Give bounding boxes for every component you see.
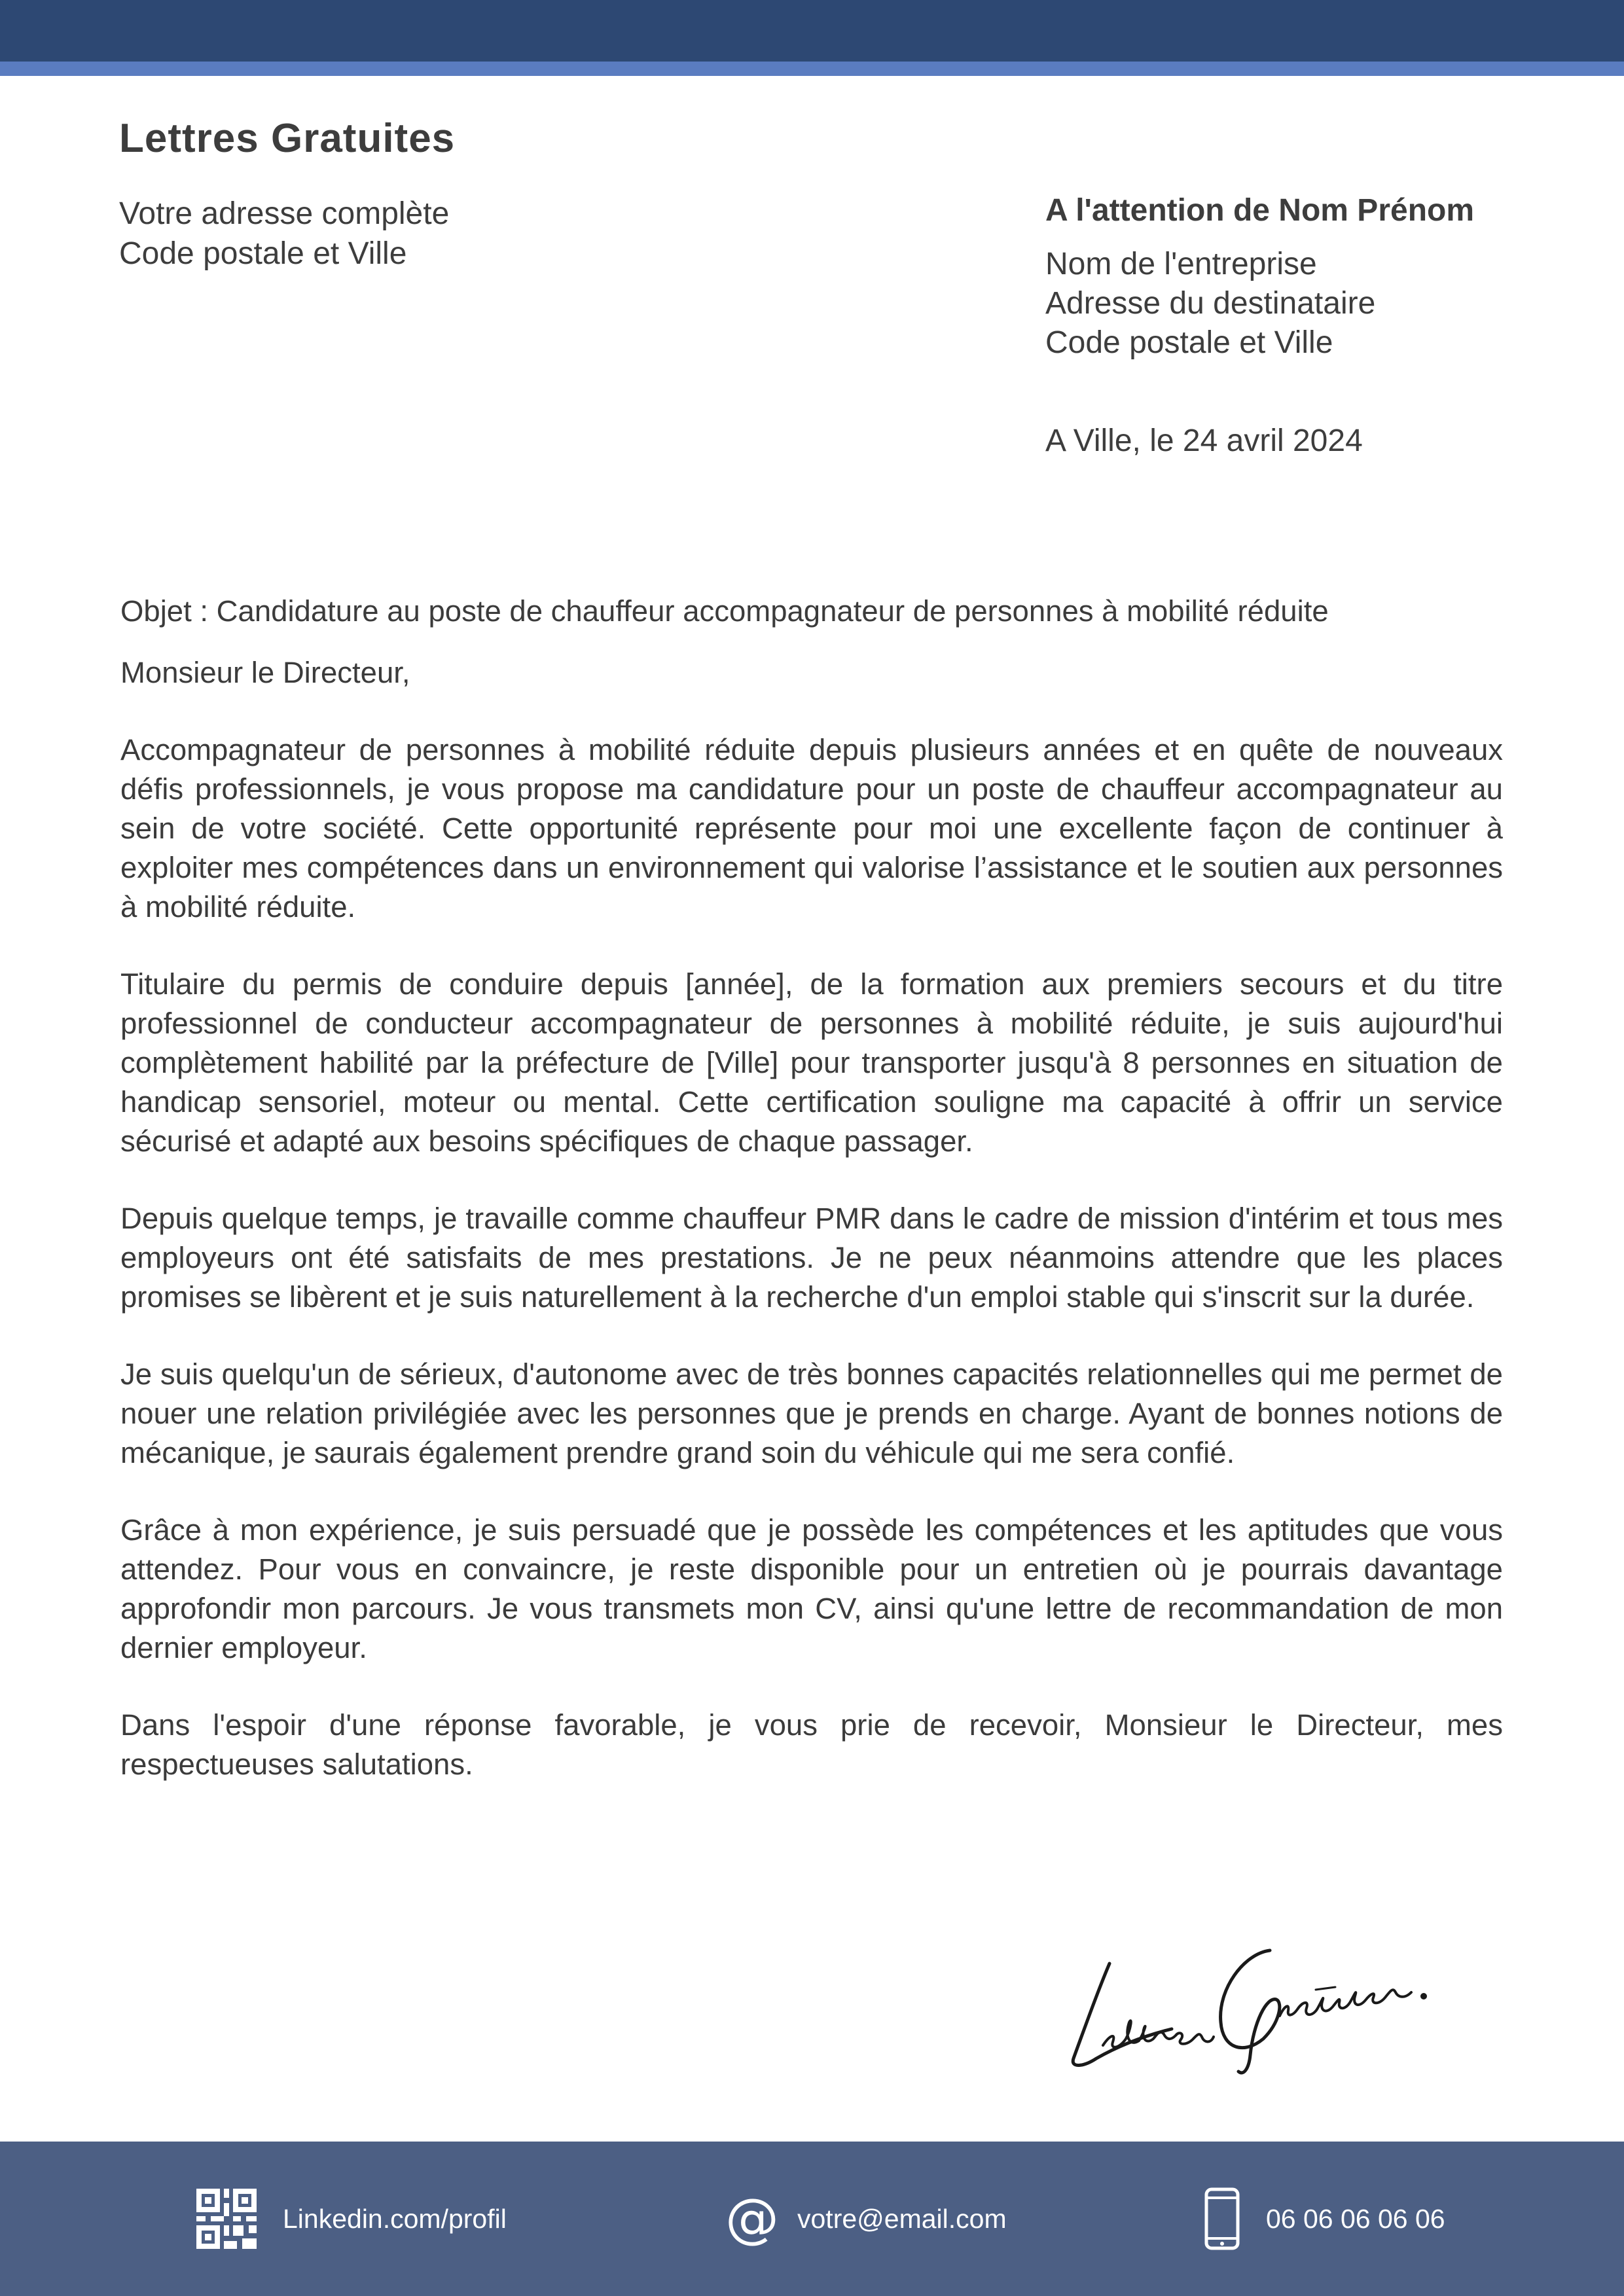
header-band <box>0 0 1624 62</box>
recipient-attention: A l'attention de Nom Prénom <box>1045 193 1475 228</box>
letter-paragraph: Grâce à mon expérience, je suis persuadé que je possède les compétences et les aptitudes que vous attendez. Pour vous en convaincre, je reste disponible pour un entretien où je pourrais davantage approfondir mon parcours. Je vous transmets mon CV, ainsi qu'une lettre de recommandation de mon dernier employeur. <box>120 1513 1503 1664</box>
recipient-address: Adresse du destinataire <box>1045 286 1376 321</box>
at-icon: @ <box>725 2187 779 2250</box>
linkedin-link[interactable]: Linkedin.com/profil <box>283 2203 507 2234</box>
recipient-block <box>1045 191 1504 363</box>
email-link[interactable]: votre@email.com <box>797 2203 1007 2234</box>
recipient-company: Nom de l'entreprise <box>1045 247 1317 281</box>
footer-phone[interactable] <box>1204 2142 1445 2296</box>
letter-salutation: Monsieur le Directeur, <box>120 656 410 689</box>
qr-code-icon <box>196 2189 257 2249</box>
letter-date: A Ville, le 24 avril 2024 <box>1045 423 1363 458</box>
letter-paragraph: Accompagnateur de personnes à mobilité réduite depuis plusieurs années et en quête de nouveaux défis professionnels, je vous propose ma candidature pour un poste de chauffeur accompagnateur au sein de votre société. Cette opportunité représente pour moi une excellente façon de continuer à exploiter mes compétences dans un environnement qui valorise l’assistance et le soutien aux personnes à mobilité réduite. <box>120 733 1503 924</box>
letter-paragraph: Depuis quelque temps, je travaille comme chauffeur PMR dans le cadre de mission d'intérim et tous mes employeurs ont été satisfaits de mes prestations. Je ne peux néanmoins attendre que les places promises se libèrent et je suis naturellement à la recherche d'un emploi stable qui s'inscrit sur la durée. <box>120 1202 1503 1314</box>
phone-number[interactable]: 06 06 06 06 06 <box>1266 2203 1445 2234</box>
brand-title: Lettres Gratuites <box>119 116 456 161</box>
sender-city-line: Code postale et Ville <box>119 236 407 271</box>
letter-object: Objet : Candidature au poste de chauffeur accompagnateur de personnes à mobilité réduite <box>120 594 1329 628</box>
letter-body <box>120 592 1503 1822</box>
header-accent-stripe <box>0 62 1624 76</box>
footer-linkedin[interactable] <box>196 2142 507 2296</box>
footer-email[interactable] <box>725 2142 1007 2296</box>
handwritten-signature <box>1047 1924 1440 2088</box>
letter-closing: Dans l'espoir d'une réponse favorable, je vous prie de recevoir, Monsieur le Directeur, mes respectueuses salutations. <box>120 1708 1503 1781</box>
recipient-city: Code postale et Ville <box>1045 325 1333 360</box>
letter-paragraph: Je suis quelqu'un de sérieux, d'autonome avec de très bonnes capacités relationnelles qui me permet de nouer une relation privilégiée avec les personnes que je prends en charge. Ayant de bonnes notions de mécanique, je saurais également prendre grand soin du véhicule qui me sera confié. <box>120 1357 1503 1469</box>
sender-address-line: Votre adresse complète <box>119 196 450 231</box>
contact-footer <box>0 2142 1624 2296</box>
sender-address <box>119 194 449 274</box>
smartphone-icon <box>1204 2187 1240 2250</box>
letter-paragraph: Titulaire du permis de conduire depuis [année], de la formation aux premiers secours et du titre professionnel de conducteur accompagnateur de personnes à mobilité réduite, je suis aujourd'hui complètement habilité par la préfecture de [Ville] pour transporter jusqu'à 8 personnes en situation de handicap sensoriel, moteur ou mental. Cette certification souligne ma capacité à offrir un service sécurisé et adapté aux besoins spécifiques de chaque passager. <box>120 967 1503 1158</box>
